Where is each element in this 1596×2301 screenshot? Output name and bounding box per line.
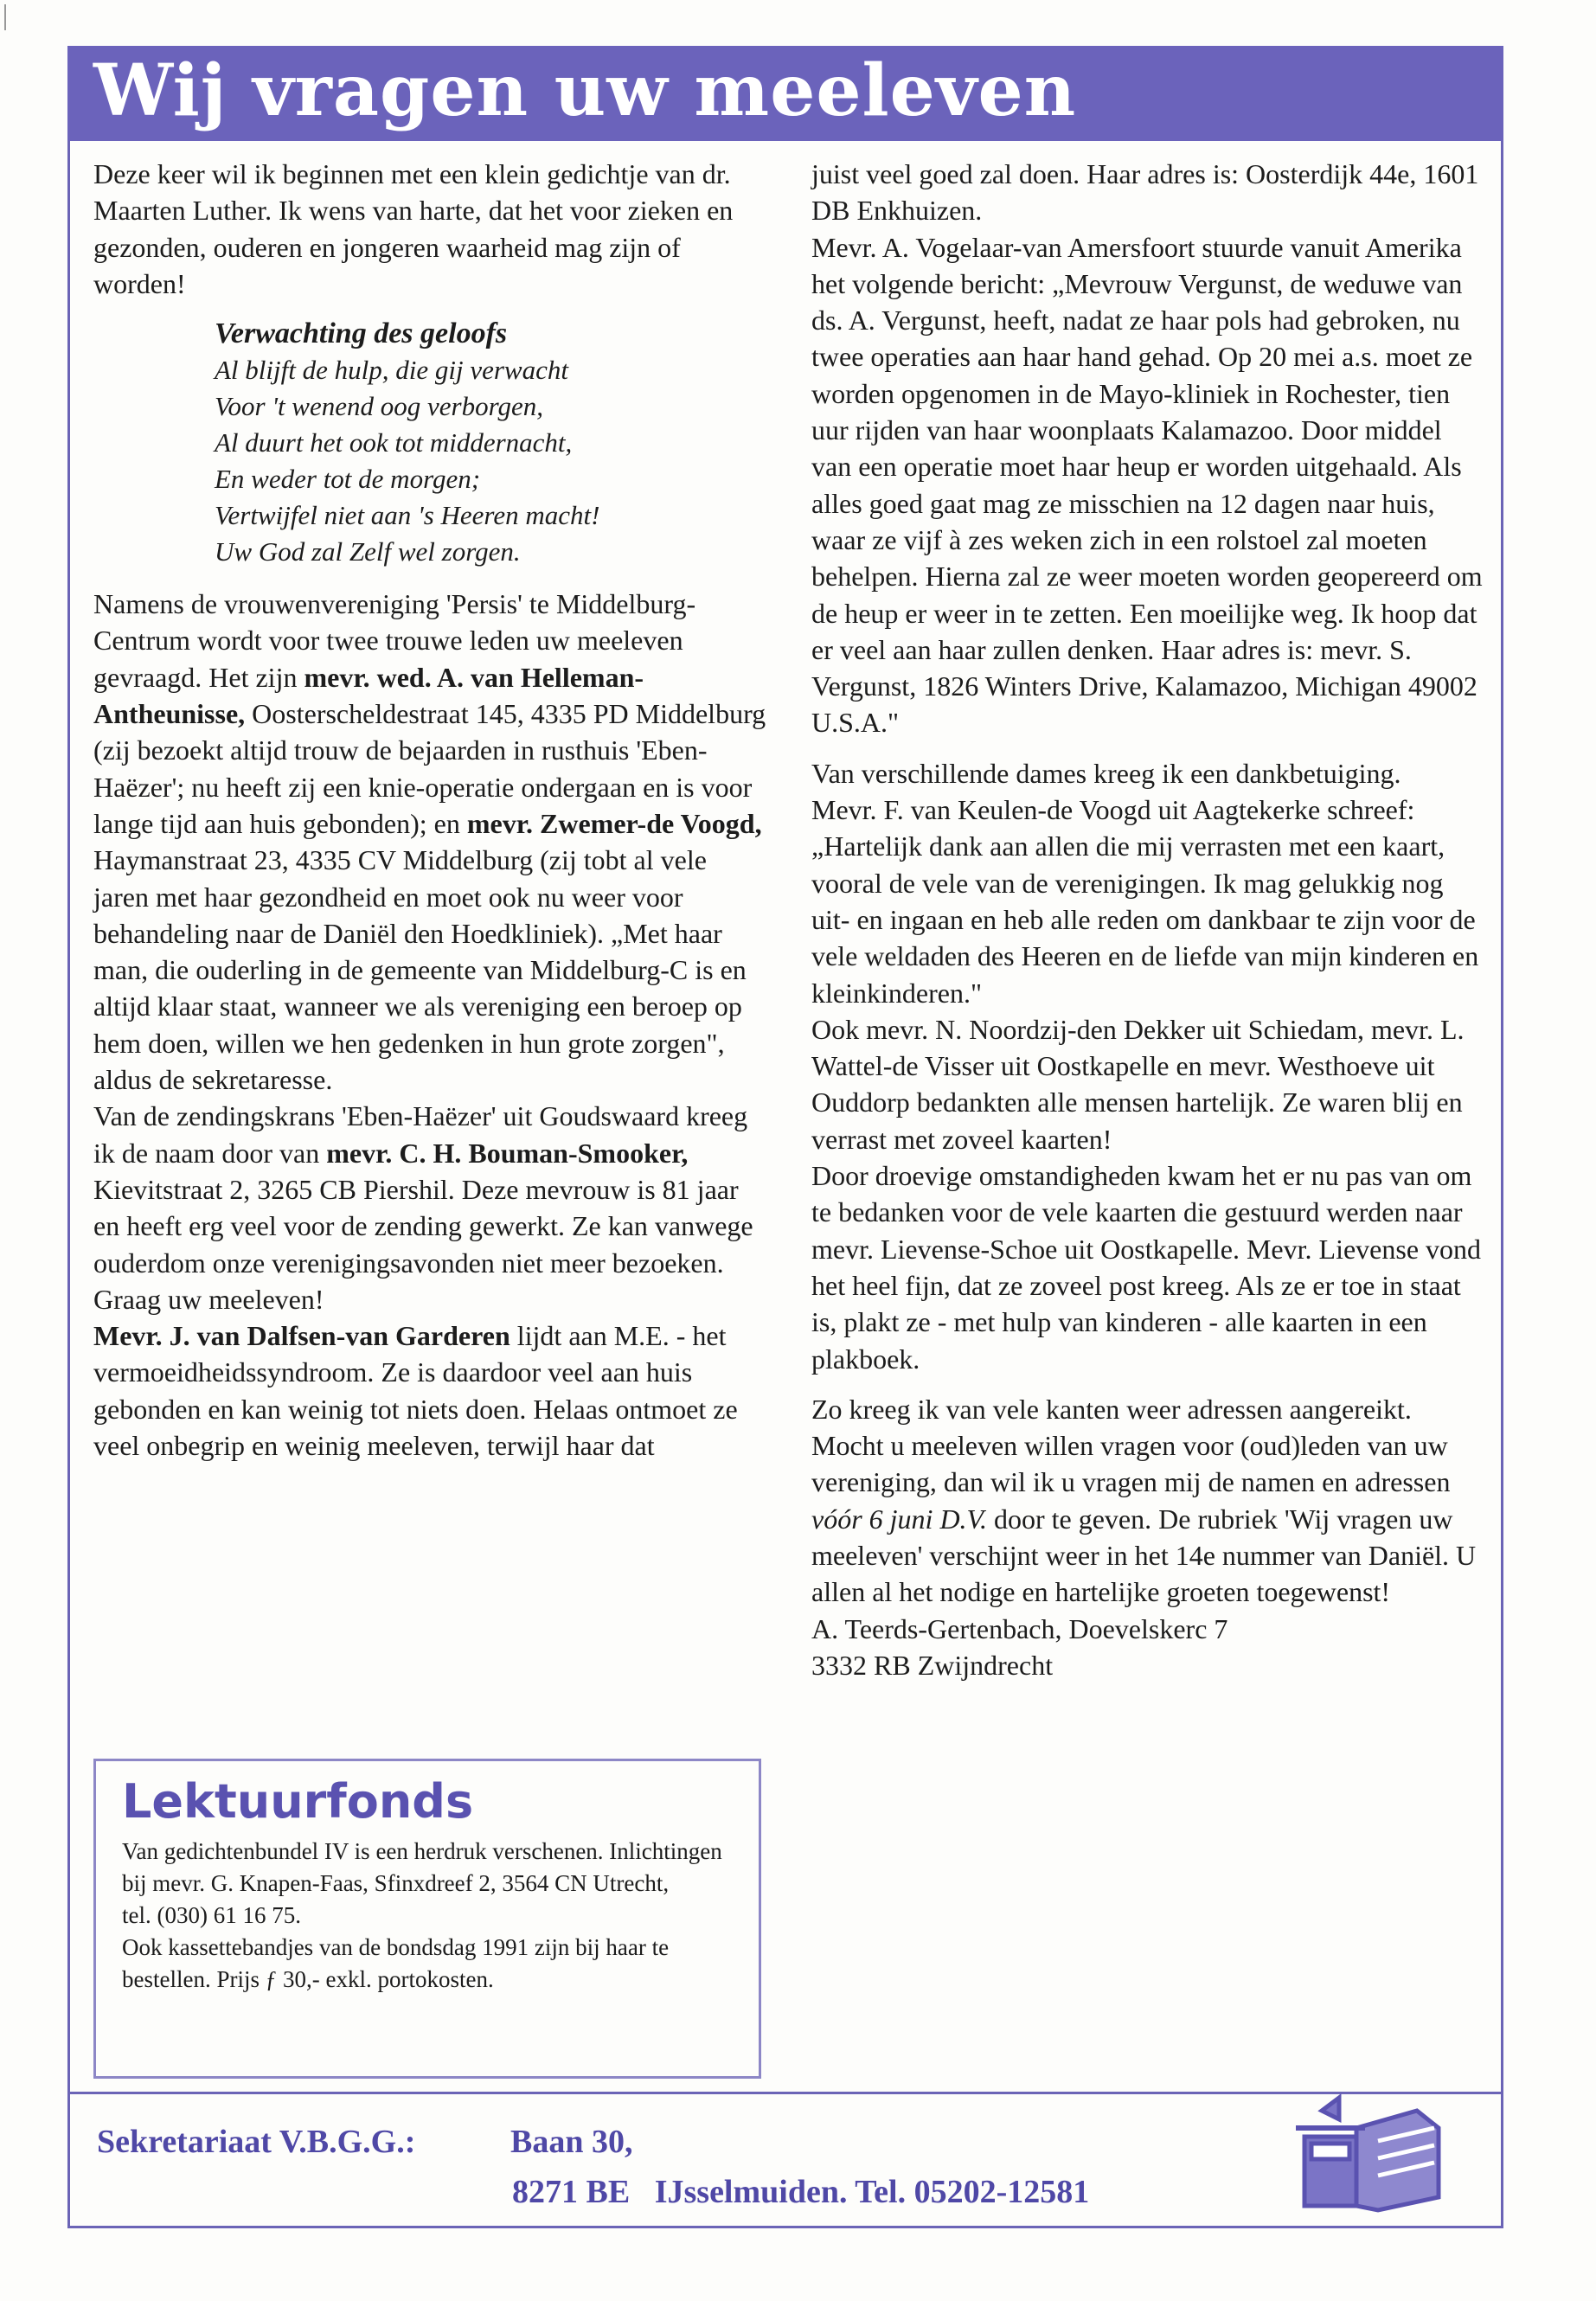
page-title: Wij vragen uw meeleven [93,49,1077,132]
left-column [93,156,768,1464]
footer-postcode: 8271 BE [512,2174,631,2210]
text-run: Van gedichtenbundel IV is een herdruk verschenen. Inlichtingen bij mevr. G. Knapen-Faas, Sfinxdreef 2, 3564 CN Utrecht, [122,1838,722,1896]
footer-label: Sekretariaat V.B.G.G.: [97,2124,416,2160]
poem-line: Voor 't wenend oog verborgen, [215,391,544,422]
poem [215,316,768,570]
text-run: Ook kassettebandjes van de bondsdag 1991 zijn bij haar te bestellen. Prijs ƒ 30,- exkl. portokosten. [122,1934,670,1992]
text-run: Haymanstraat 23, 4335 CV Middelburg (zij tobt al vele jaren met haar gezondheid en moet ook nu weer voor behandeling naar de Daniël den Hoedkliniek). „Met haar man, die ouderling in de gemeente van Middelburg-C is en altijd klaar staat, wanneer we als vereniging een beroep op hem doen, willen we hen gedenken in hun grote zorgen", aldus de sekretaresse. [93,844,747,1096]
text-run: tel. (030) 61 16 75. [122,1902,301,1928]
right-column [811,156,1486,1683]
text-run: Kievitstraat 2, 3265 CB Piershil. Deze mevrouw is 81 jaar en heeft erg veel voor de zending gewerkt. Ze kan vanwege ouderdom onze verenigingsavonden niet meer bezoeken. Graag uw meeleven! [93,1173,753,1315]
lektuurfonds-box [93,1759,761,2079]
dalfsen-paragraph [93,1317,768,1464]
title-bar [67,46,1503,141]
persis-paragraph [93,586,768,1098]
noordzij-paragraph: Ook mevr. N. Noordzij-den Dekker uit Schiedam, mevr. L. Wattel-de Visser uit Oostkapelle en mevr. Westhoeve uit Ouddorp bedankten alle mensen hartelijk. Ze waren blij en verrast met zoveel kaarten! [811,1013,1465,1155]
signature-city: 3332 RB Zwijndrecht [811,1649,1054,1681]
poem-line: Al blijft de hulp, die gij verwacht [215,355,568,386]
address-paragraph: juist veel goed zal doen. Haar adres is: Oosterdijk 44e, 1601 DB Enkhuizen. [811,158,1479,227]
footer-address [512,2171,1089,2213]
text-run: Oosterscheldestraat 145, 4335 PD Middelburg (zij bezoekt altijd trouw de bejaarden in rusthuis 'Eben-Haëzer'; nu heeft zij een knie-operatie ondergaan en is voor lange tijd aan huis gebonden); en [93,698,766,839]
member-name: mevr. Zwemer-de Voogd, [466,807,762,839]
margin-mark [4,4,6,30]
book-stack-icon [1287,2093,1460,2214]
member-name: mevr. wed. A. van Helleman-Antheunisse, [93,661,644,730]
footer-secretariat [97,2121,632,2163]
deadline: vóór 6 juni D.V. [811,1503,987,1535]
closing-paragraph [811,1391,1486,1611]
lektuurfonds-title: Lektuurfonds [122,1774,474,1829]
text-run: Zo kreeg ik van vele kanten weer adressen aangereikt. Mocht u meeleven willen vragen voor (oud)leden van uw vereniging, dan wil ik u vragen mij de namen en adressen [811,1393,1451,1498]
signature-name: A. Teerds-Gertenbach, Doevelskerc 7 [811,1612,1228,1644]
thanks-intro: Van verschillende dames kreeg ik een dankbetuiging. [811,757,1401,789]
footer-city-tel: IJsselmuiden. Tel. 05202-12581 [654,2174,1090,2210]
text-run: lijdt aan M.E. - het vermoeidheidssyndroom. Ze is daardoor veel aan huis gebonden en kan weinig tot niets doen. Helaas ontmoet ze veel onbegrip en weinig meeleven, terwijl haar dat [93,1320,738,1462]
text-run: door te geven. De rubriek 'Wij vragen uw meeleven' verschijnt weer in het 14e nummer van Daniël. U allen al het nodige en hartelijke groeten toegewenst! [811,1503,1477,1608]
lievense-paragraph: Door droevige omstandigheden kwam het er nu pas van om te bedanken voor de vele kaarten die gestuurd werden naar mevr. Lievense-Schoe uit Oostkapelle. Mevr. Lievense vond het heel fijn, dat ze zoveel post kreeg. Als ze er toe in staat is, plakt ze - met hulp van kinderen - alle kaarten in een plakboek. [811,1160,1482,1375]
text-run: Namens de vrouwenvereniging 'Persis' te Middelburg-Centrum wordt voor twee trouwe leden uw meeleven gevraagd. Het zijn [93,588,696,693]
member-name: mevr. C. H. Bouman-Smooker, [326,1137,689,1169]
text-run: Van de zendingskrans 'Eben-Haëzer' uit Goudswaard kreeg ik de naam door van [93,1100,748,1169]
lektuurfonds-text [122,1836,734,1996]
poem-title: Verwachting des geloofs [215,317,508,350]
poem-line: Al duurt het ook tot middernacht, [215,427,573,458]
vergunst-paragraph: Mevr. A. Vogelaar-van Amersfoort stuurde vanuit Amerika het volgende bericht: „Mevrouw Vergunst, de weduwe van ds. A. Vergunst, heeft, nadat ze haar pols had gebroken, nu twee operaties aan haar hand gehad. Op 20 mei a.s. moet ze worden opgenomen in de Mayo-kliniek in Rochester, tien uur rijden van haar woonplaats Kalamazoo. Door middel van een operatie moet haar heup er worden uitgehaald. Als alles goed gaat mag ze misschien na 12 dagen naar huis, waar ze vijf à zes weken zich in een rolstoel zal moeten behelpen. Hierna zal ze weer moeten worden geopereerd om de heup er weer in te zetten. Een moeilijke weg. Ik hoop dat er veel aan haar zullen denken. Haar adres is: mevr. S. Vergunst, 1826 Winters Drive, Kalamazoo, Michigan 49002 U.S.A." [811,231,1483,739]
goudswaard-paragraph [93,1098,768,1317]
member-name: Mevr. J. van Dalfsen-van Garderen [93,1320,510,1352]
keulen-paragraph: Mevr. F. van Keulen-de Voogd uit Aagtekerke schreef: „Hartelijk dank aan allen die mij verrasten met een kaart, vooral de vele van de verenigingen. Ik mag gelukkig nog uit- en ingaan en heb alle reden om dankbaar te zijn voor de vele weldaden des Heeren en de liefde van mijn kinderen en kleinkinderen." [811,794,1479,1009]
poem-line: Uw God zal Zelf wel zorgen. [215,536,521,567]
footer-street: Baan 30, [510,2124,633,2160]
poem-line: Vertwijfel niet aan 's Heeren macht! [215,500,600,531]
intro-paragraph: Deze keer wil ik beginnen met een klein gedichtje van dr. Maarten Luther. Ik wens van harte, dat het voor zieken en gezonden, ouderen en jongeren waarheid mag zijn of worden! [93,158,734,299]
poem-line: En weder tot de morgen; [215,464,481,495]
